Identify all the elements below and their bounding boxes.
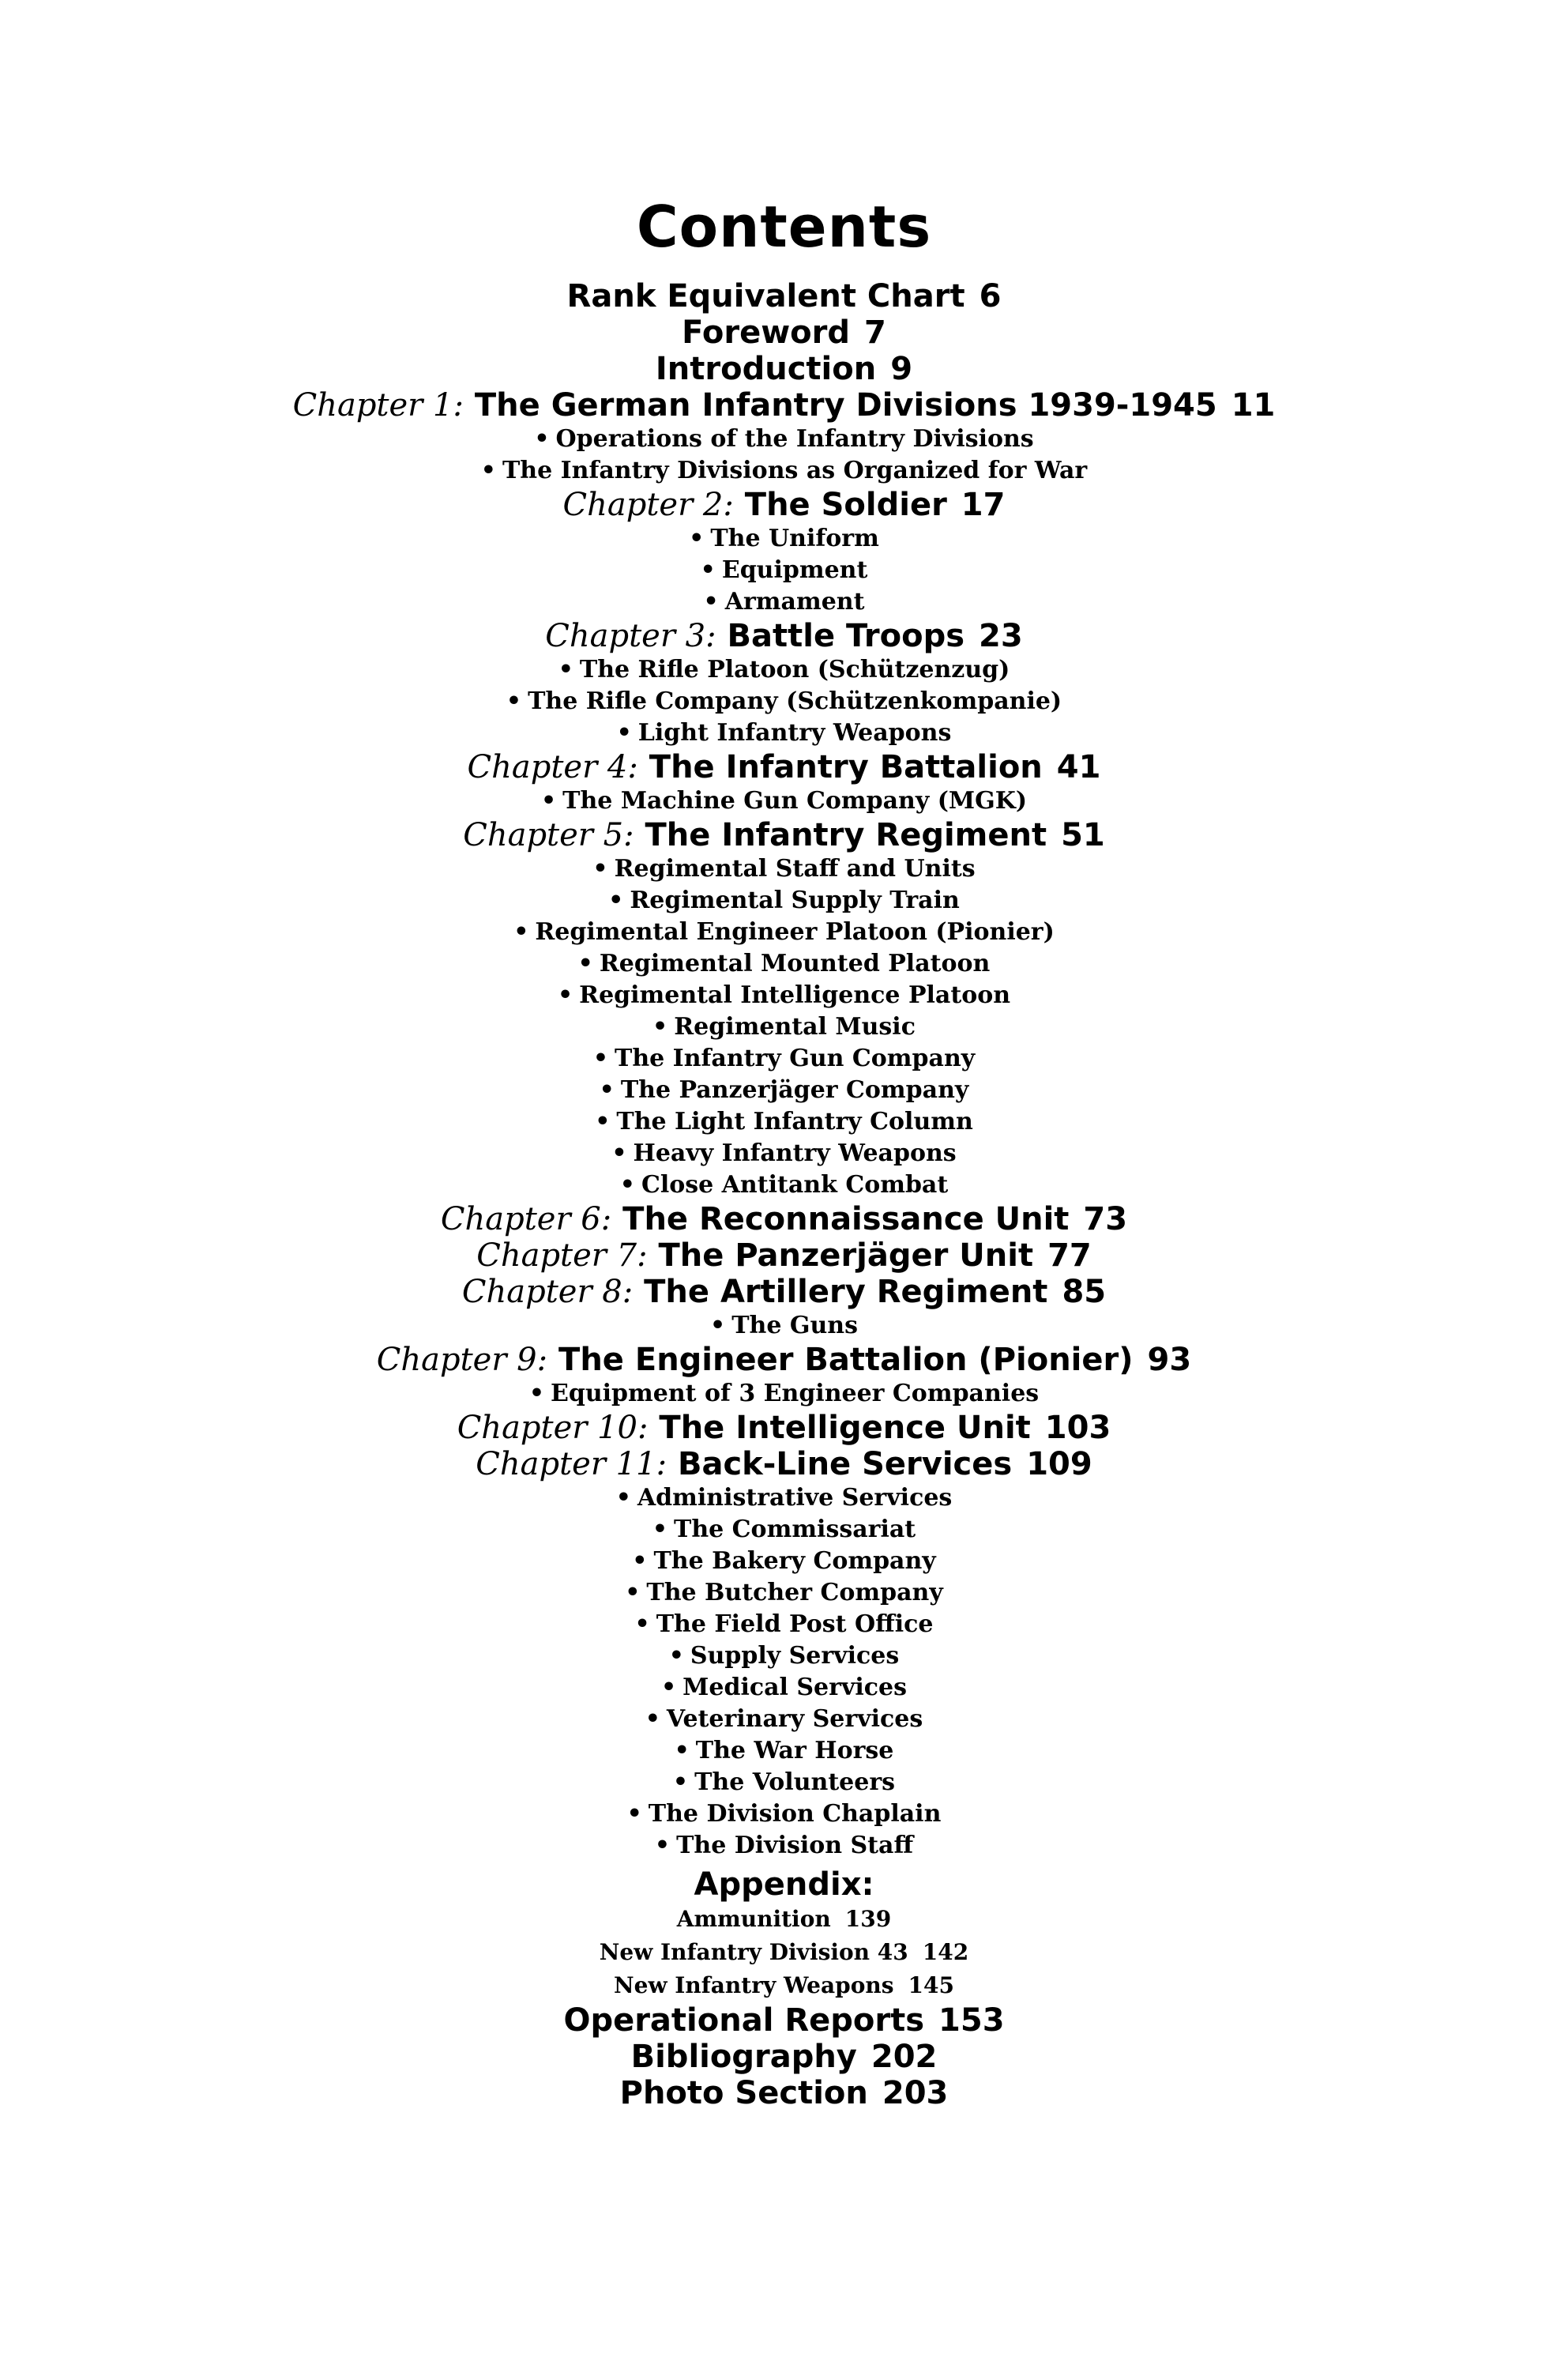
chapter-entry (0, 1274, 1568, 1310)
bullet-icon: • (540, 787, 557, 815)
section-label: The Commissariat (674, 1516, 916, 1543)
section-entry (0, 686, 1568, 717)
section-entry (0, 1106, 1568, 1138)
section-entry (0, 1577, 1568, 1609)
bullet-icon: • (668, 1642, 684, 1670)
section-entry (0, 917, 1568, 948)
section-label: Regimental Staff and Units (614, 855, 976, 883)
appendix-entry-label: New Infantry Division 43 (599, 1939, 908, 1965)
bullet-icon: • (592, 855, 608, 883)
chapter-number: Chapter 7: (476, 1237, 648, 1274)
section-entry (0, 1514, 1568, 1546)
section-label: The Rifle Company (Schützenkompanie) (528, 687, 1062, 715)
chapter-page: 109 (1026, 1446, 1092, 1482)
section-entry (0, 980, 1568, 1011)
chapter-number: Chapter 2: (562, 487, 734, 523)
chapter-number: Chapter 3: (545, 618, 716, 654)
bullet-icon: • (660, 1674, 677, 1701)
section-entry (0, 1310, 1568, 1342)
appendix-entry-page: 142 (922, 1939, 969, 1965)
page-title: Contents (636, 194, 932, 260)
toc-entry (0, 278, 1568, 314)
chapter-page: 103 (1044, 1410, 1111, 1446)
section-entry (0, 1672, 1568, 1704)
chapter-number: Chapter 6: (440, 1201, 612, 1237)
section-label: The Machine Gun Company (MGK) (562, 787, 1028, 815)
chapter-number: Chapter 9: (376, 1342, 548, 1378)
toc-entry-page: 7 (864, 314, 886, 351)
bullet-icon: • (652, 1013, 668, 1041)
chapter-title: The Panzerjäger Unit (658, 1237, 1034, 1274)
toc-entry-page: 9 (890, 351, 913, 387)
section-label: Regimental Engineer Platoon (Pionier) (535, 918, 1055, 946)
section-label: The War Horse (695, 1737, 894, 1764)
bullet-icon: • (608, 887, 624, 914)
toc-entry-page: 153 (938, 2002, 1005, 2039)
bullet-icon: • (645, 1705, 660, 1733)
chapter-title: The Soldier (744, 487, 947, 523)
chapter-title: The Infantry Regiment (645, 817, 1047, 853)
chapter-page: 23 (979, 618, 1023, 654)
bullet-icon: • (577, 950, 593, 977)
section-entry (0, 424, 1568, 455)
chapter-page: 85 (1062, 1274, 1107, 1310)
chapter-title: The Engineer Battalion (Pionier) (558, 1342, 1134, 1378)
bullet-icon: • (592, 1045, 608, 1072)
toc-entry-label: Bibliography (630, 2039, 857, 2075)
section-label: Operations of the Infantry Divisions (555, 425, 1034, 453)
section-entry (0, 1767, 1568, 1798)
table-of-contents (0, 278, 1568, 2111)
section-entry (0, 1735, 1568, 1767)
section-label: Medical Services (682, 1674, 908, 1701)
section-entry (0, 1138, 1568, 1169)
section-label: The Field Post Office (656, 1610, 934, 1638)
chapter-page: 93 (1147, 1342, 1192, 1378)
section-entry (0, 523, 1568, 555)
bullet-icon: • (558, 656, 573, 683)
chapter-number: Chapter 1: (292, 387, 464, 424)
section-entry (0, 1609, 1568, 1640)
section-entry (0, 1075, 1568, 1106)
toc-entry-label: Rank Equivalent Chart (566, 278, 965, 314)
bullet-icon: • (595, 1108, 611, 1135)
section-entry (0, 455, 1568, 487)
section-entry (0, 1043, 1568, 1075)
section-label: Light Infantry Weapons (637, 719, 952, 747)
section-entry (0, 1830, 1568, 1862)
chapter-entry (0, 1201, 1568, 1237)
section-entry (0, 717, 1568, 749)
toc-entry-page: 202 (870, 2039, 938, 2075)
chapter-page: 51 (1061, 817, 1105, 853)
section-label: Close Antitank Combat (641, 1171, 949, 1199)
chapter-entry (0, 487, 1568, 523)
section-label: Administrative Services (637, 1484, 953, 1512)
bullet-icon: • (674, 1737, 690, 1764)
chapter-title: The Reconnaissance Unit (622, 1201, 1070, 1237)
section-label: The Guns (731, 1312, 858, 1339)
toc-entry (0, 2002, 1568, 2039)
chapter-number: Chapter 10: (457, 1410, 649, 1446)
chapter-page: 77 (1047, 1237, 1092, 1274)
bullet-icon: • (652, 1516, 668, 1543)
chapter-title: The Intelligence Unit (659, 1410, 1031, 1446)
bullet-icon: • (616, 719, 632, 747)
bullet-icon: • (611, 1139, 627, 1167)
bullet-icon: • (506, 687, 522, 715)
appendix-entry-label: Ammunition (676, 1906, 831, 1932)
bullet-icon: • (480, 457, 496, 484)
bullet-icon: • (703, 588, 719, 616)
chapter-entry (0, 618, 1568, 654)
appendix-heading (0, 1866, 1568, 1903)
bullet-icon: • (619, 1171, 635, 1199)
section-entry (0, 586, 1568, 618)
section-label: Regimental Mounted Platoon (599, 950, 991, 977)
section-entry (0, 1798, 1568, 1830)
bullet-icon: • (626, 1800, 642, 1828)
section-label: Regimental Supply Train (630, 887, 960, 914)
chapter-entry (0, 1446, 1568, 1482)
chapter-title: Back-Line Services (677, 1446, 1013, 1482)
section-entry (0, 1482, 1568, 1514)
section-entry (0, 885, 1568, 917)
chapter-number: Chapter 5: (463, 817, 634, 853)
section-label: The Butcher Company (646, 1579, 943, 1606)
chapter-entry (0, 749, 1568, 785)
section-label: Supply Services (690, 1642, 900, 1670)
section-entry (0, 1169, 1568, 1201)
section-label: Regimental Intelligence Platoon (579, 981, 1011, 1009)
chapter-entry (0, 1237, 1568, 1274)
section-entry (0, 654, 1568, 686)
toc-entry-label: Foreword (682, 314, 850, 351)
chapter-entry (0, 1342, 1568, 1378)
toc-entry (0, 2039, 1568, 2075)
bullet-icon: • (700, 556, 716, 584)
chapter-title: Battle Troops (727, 618, 965, 654)
chapter-title: The Infantry Battalion (649, 749, 1043, 785)
bullet-icon: • (599, 1076, 615, 1104)
bullet-icon: • (615, 1484, 631, 1512)
section-entry (0, 948, 1568, 980)
section-entry (0, 1640, 1568, 1672)
bullet-icon: • (632, 1547, 648, 1575)
toc-entry-label: Photo Section (619, 2075, 868, 2111)
appendix-entry (0, 1903, 1568, 1936)
bullet-icon: • (689, 525, 705, 552)
bullet-icon: • (634, 1610, 650, 1638)
chapter-entry (0, 387, 1568, 424)
section-label: Equipment (721, 556, 868, 584)
bullet-icon: • (654, 1832, 671, 1859)
chapter-page: 11 (1231, 387, 1276, 424)
bullet-icon: • (710, 1312, 726, 1339)
section-label: The Panzerjäger Company (620, 1076, 969, 1104)
section-label: The Uniform (710, 525, 879, 552)
section-label: The Bakery Company (653, 1547, 936, 1575)
section-label: Armament (724, 588, 865, 616)
section-entry (0, 1378, 1568, 1410)
section-entry (0, 1011, 1568, 1043)
section-entry (0, 1546, 1568, 1577)
bullet-icon: • (513, 918, 529, 946)
section-entry (0, 1704, 1568, 1735)
bullet-icon: • (557, 981, 573, 1009)
bullet-icon: • (534, 425, 550, 453)
section-label: The Division Chaplain (648, 1800, 942, 1828)
section-label: The Infantry Gun Company (615, 1045, 976, 1072)
chapter-entry (0, 817, 1568, 853)
chapter-page: 17 (961, 487, 1006, 523)
bullet-icon: • (625, 1579, 641, 1606)
section-label: Regimental Music (674, 1013, 916, 1041)
section-label: Heavy Infantry Weapons (633, 1139, 957, 1167)
section-label: The Light Infantry Column (616, 1108, 973, 1135)
chapter-number: Chapter 11: (476, 1446, 667, 1482)
section-label: The Volunteers (694, 1768, 896, 1796)
chapter-title: The German Infantry Divisions 1939-1945 (474, 387, 1217, 424)
toc-entry (0, 2075, 1568, 2111)
appendix-entry-page: 139 (844, 1906, 892, 1932)
toc-entry-label: Introduction (655, 351, 877, 387)
appendix-heading-label: Appendix: (694, 1866, 874, 1903)
section-label: Veterinary Services (666, 1705, 923, 1733)
toc-entry-label: Operational Reports (563, 2002, 925, 2039)
section-entry (0, 853, 1568, 885)
section-entry (0, 555, 1568, 586)
bullet-icon: • (672, 1768, 689, 1796)
chapter-page: 73 (1083, 1201, 1128, 1237)
chapter-entry (0, 1410, 1568, 1446)
chapter-page: 41 (1056, 749, 1101, 785)
section-label: The Infantry Divisions as Organized for War (502, 457, 1088, 484)
section-label: The Division Staff (676, 1832, 914, 1859)
appendix-entry-page: 145 (908, 1972, 954, 1998)
section-entry (0, 785, 1568, 817)
toc-entry-page: 203 (882, 2075, 949, 2111)
bullet-icon: • (528, 1380, 544, 1407)
toc-entry-page: 6 (979, 278, 1002, 314)
chapter-number: Chapter 4: (467, 749, 638, 785)
chapter-title: The Artillery Regiment (644, 1274, 1048, 1310)
chapter-number: Chapter 8: (461, 1274, 634, 1310)
appendix-entry-label: New Infantry Weapons (614, 1972, 894, 1998)
appendix-entry (0, 1969, 1568, 2002)
appendix-entry (0, 1936, 1568, 1969)
toc-entry (0, 351, 1568, 387)
section-label: The Rifle Platoon (Schützenzug) (579, 656, 1010, 683)
toc-entry (0, 314, 1568, 351)
section-label: Equipment of 3 Engineer Companies (551, 1380, 1040, 1407)
